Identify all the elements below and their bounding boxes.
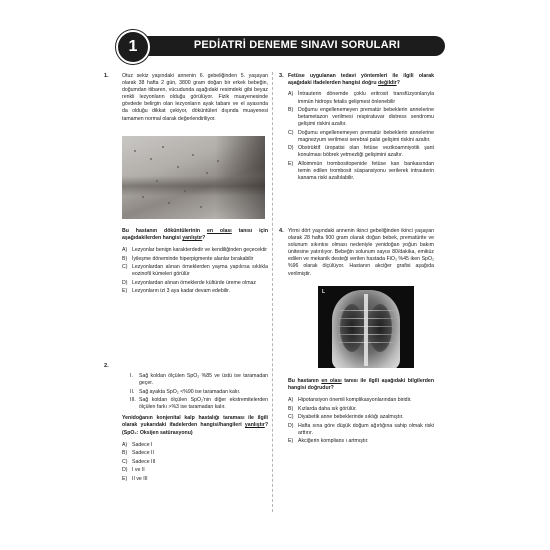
answer-option-a[interactable]: A) İntrauterin dönemde çoklu eritrosit transfüzyonlarıyla immün hidrops fetalis gelişmesi önlenebilir [288,91,434,105]
answer-option-d[interactable]: D) Obstrüktif üropatisi olan fetüse vezikoamniyotik şant konulması böbrek yetmezliği gelişimini azaltır. [288,145,434,159]
page-title: PEDİATRİ DENEME SINAVI SORULARI [193,39,401,51]
lesion-spot [168,202,170,204]
question-number: 1. [104,73,109,79]
question-4-body [288,378,434,445]
answer-option-e[interactable]: E) Akciğerin komplians ı artmıştır. [288,438,369,445]
question-stem-text: Yirmi dört yaşındaki annenin ikinci gebeliğinden ikinci yaşayan olarak 28 hafta 900 gram olarak doğan bebek, prematürite ve solunum sıkıntısı olması nedeniyle yenidoğan yoğun bakım ünitesine yatırılıyor. Bebeğin solunum sayısı 80/dakika, emiküz edilen ve mekanik desteği verilen hastada FiO₂ %45 iken SpO₂ %96 olarak ölçülüyor. Hastanın akciğer grafisi aşağıda verilmiştir. [288,228,434,277]
lesion-spot [217,160,219,162]
question-prompt: Fetüse uygulanan tedavi yöntemleri ile ilgili olarak aşağıdaki ifadelerden hangisi doğru değildir? [288,73,434,87]
lesion-spot [206,172,208,174]
xray-side-marker: L [322,289,326,295]
lesion-spot [142,196,144,198]
lesion-spot [184,190,186,192]
answer-option-d[interactable]: D) Lezyonlardan alınan örneklerde kültürde üreme olmaz [122,279,256,286]
question-prompt: Yenidoğanın konjenital kalp hastalığı taraması ile ilgili olarak yukarıdaki ifadelerden hangisi/hangileri yanlıştır? (SpO₂: Oksijen satürasyonu) [122,415,268,436]
lesion-spot [200,206,202,208]
lesion-spot [150,158,152,160]
question-number: 4. [279,228,284,234]
lesion-spot [156,180,158,182]
xray-lung-left [368,304,392,352]
question-prompt: Bu hastanın en olası tanısı ile ilgili aşağıdaki bilgilerden hangisi doğrudur? [288,378,434,392]
answer-option-e[interactable]: E) Alloimmün trombositopenide fetüse kan bankasından temin edilen trombosit süspansiyonu verilerek intrauterin kanama riski azaltılabilir. [288,160,434,181]
statement-item: III. Sağ koldan ölçülen SpO₂'nin diğer ekstremitelerden ölçülen farkı >%3 ise taramadan kalır. [130,397,268,411]
lesion-spot [134,150,136,152]
statement-item: I. Sağ koldan ölçülen SpO₂ %85 ve üstü ise taramadan geçer. [130,373,268,387]
chest-xray-image [318,286,414,368]
question-number: 3. [279,73,284,79]
answer-option-b[interactable]: B) Sadece II [122,450,154,457]
column-divider [272,72,273,512]
xray-spine [364,294,368,366]
answer-option-b[interactable]: B) İyileşme döneminde hiperpigmente alanlar bırakabilir [122,255,254,262]
skin-lesion-photo [122,136,265,219]
exam-header [122,36,445,58]
statement-item: II. Sağ ayakta SpO₂ <%90 ise taramadan kalır. [130,388,241,395]
question-stem-text: Otuz sekiz yaşındaki annenin 6. gebeliğinden 5. yaşayan olarak 38 hafta 2 gün, 3800 gram doğan bir erkek bebeğin, doğumdan itibaren, vücudunda aşağıdaki resimdeki gibi beyaz renkli lezyonların olduğu görülüyor. Fizik muayenesinde gövdede belirgin olan lezyonların ayak tabanı ve el ayasında da olduğu dikkat çekiyor, döküntüleri dışında muayenesi tamamen normal olarak değerlendiriliyor. [122,73,268,122]
answer-option-c[interactable]: C) Lezyonlardan alınan örneklerden yayma yapılırsa sıklıkla eozinofil kümeleri görülür [122,264,268,278]
xray-lung-right [340,304,364,352]
answer-option-c[interactable]: C) Doğumu engellenemeyen prematür bebeklerin annelerine magnezyum verilmesi serebral palsi gelişimi riskini azaltır. [288,129,434,143]
question-prompt: Bu hastanın döküntülerinin en olası tanısı için aşağıdakilerden hangisi yanlıştır? [122,228,269,242]
question-4-stem [288,228,434,278]
page-number-badge: 1 [116,30,150,64]
photo-shadow [215,136,265,219]
answer-option-b[interactable]: B) Kızlarda daha sık görülür. [288,405,357,412]
answer-option-e[interactable]: E) II ve III [122,475,148,482]
question-number: 2. [104,363,109,369]
answer-option-e[interactable]: E) Lezyonların izi 3 aya kadar devam edebilir. [122,288,231,295]
answer-option-a[interactable]: A) Sadece I [122,441,153,448]
question-1-body [122,228,268,295]
answer-option-d[interactable]: D) Hafta sına göre düşük doğum ağırlığına sahip olmak riski arttırır. [288,422,434,436]
answer-option-c[interactable]: C) Diyabetik anne bebeklerinde sıklığı azalmıştır. [288,414,404,421]
lesion-spot [177,166,179,168]
answer-option-a[interactable]: A) Lezyonlar benign karakterdedir ve kendiliğinden geçecektir [122,247,267,254]
lesion-spot [192,154,194,156]
answer-option-b[interactable]: B) Doğumu engellenemeyen prematür bebeklerin annelerine betametazon verilmesi respiratuvar distress sendromu gelişimi riskini azaltır. [288,106,434,128]
lesion-spot [162,146,164,148]
answer-option-a[interactable]: A) Hipotansiyon önemli komplikasyonlarından biridir. [288,397,412,404]
answer-option-d[interactable]: D) I ve II [122,467,145,474]
question-1-stem [122,73,268,123]
question-3-body [288,73,434,182]
answer-option-c[interactable]: C) Sadece III [122,458,156,465]
question-2-body [122,372,268,483]
